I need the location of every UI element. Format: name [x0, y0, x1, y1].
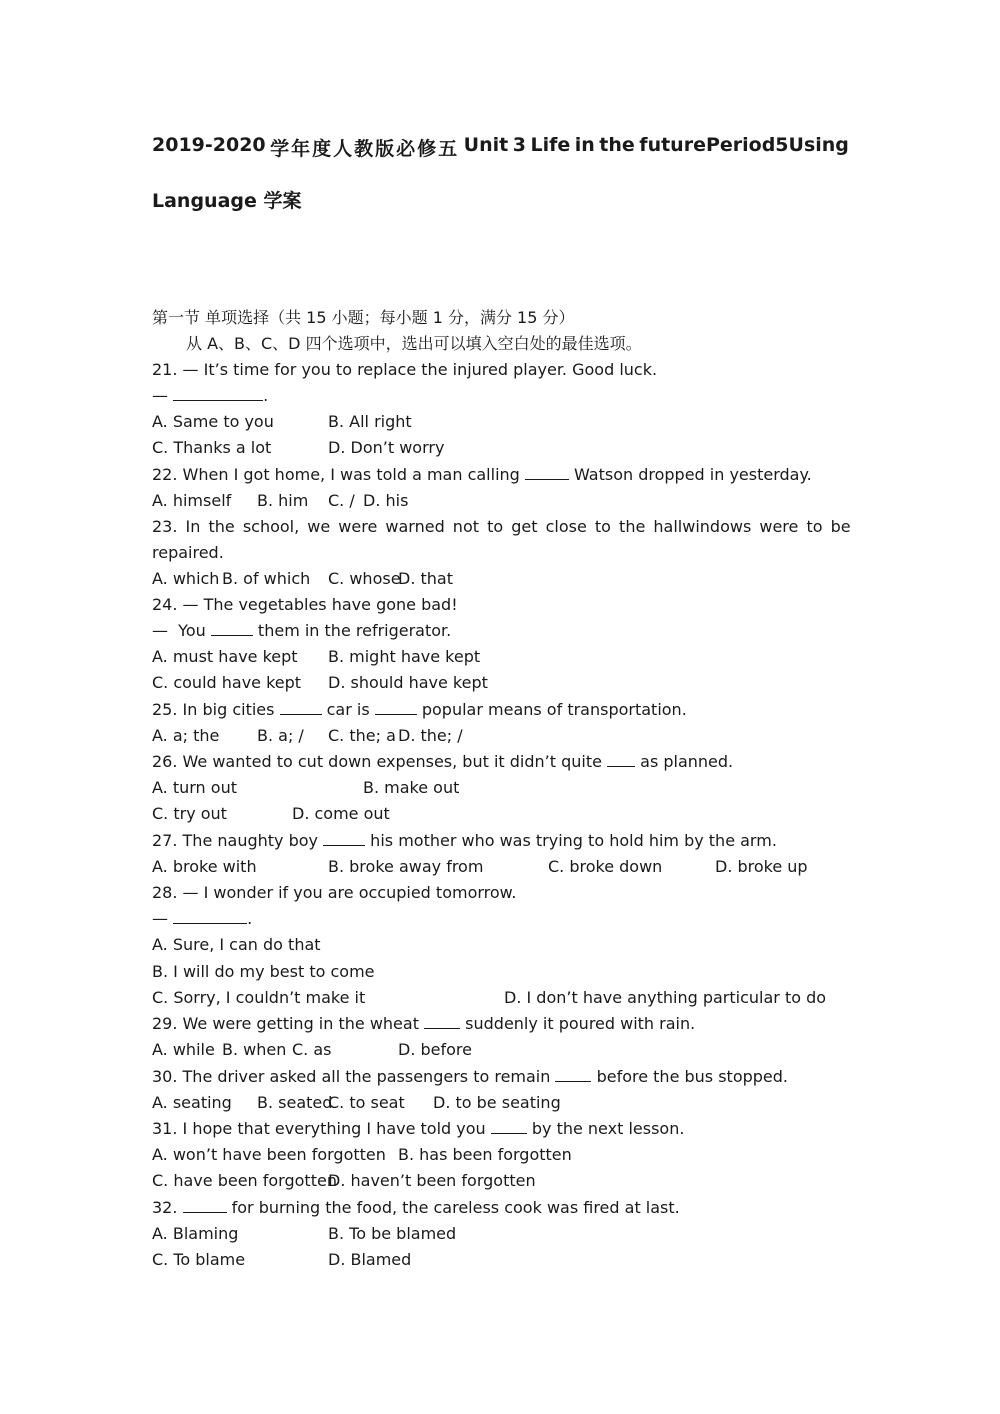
option-a: A. won’t have been forgotten: [152, 1145, 386, 1164]
title-word: Unit: [463, 134, 509, 156]
stem-text: for burning the food, the careless cook was fired at last.: [226, 1198, 680, 1217]
stem-text: popular means of transportation.: [416, 700, 687, 719]
stem-text: .: [263, 386, 269, 405]
option-c: C. as: [292, 1040, 332, 1059]
option-d: D. should have kept: [328, 673, 488, 692]
stem-text: .: [247, 909, 253, 928]
title-word: 3: [512, 134, 526, 156]
question-28-answer-line: [152, 908, 252, 930]
option-b: B. make out: [363, 778, 460, 797]
option-c: C. could have kept: [152, 673, 302, 692]
answer-blank: [555, 1067, 591, 1082]
option-b: B. broke away from: [328, 857, 484, 876]
option-d: D. to be seating: [433, 1093, 561, 1112]
question-21-stem: [152, 359, 657, 381]
option-c: C. the; a: [328, 726, 396, 745]
option-a: A. which: [152, 569, 220, 588]
stem-text: by the next lesson.: [526, 1119, 685, 1138]
answer-blank: [173, 909, 247, 924]
answer-blank: [173, 386, 263, 401]
stem-text: —: [152, 909, 174, 928]
option-a: A. seating: [152, 1093, 232, 1112]
answer-blank: [375, 700, 417, 715]
answer-blank: [183, 1198, 227, 1213]
answer-blank: [280, 700, 322, 715]
answer-blank: [525, 465, 569, 480]
option-d: D. come out: [292, 804, 390, 823]
option-b: B. seated: [257, 1093, 333, 1112]
option-c: C. broke down: [548, 857, 663, 876]
option-a: A. while: [152, 1040, 215, 1059]
option-c: C. to seat: [328, 1093, 405, 1112]
title-word: 2019-2020: [152, 134, 266, 156]
option-c: C. have been forgotten: [152, 1171, 337, 1190]
stem-text: them in the refrigerator.: [252, 621, 452, 640]
answer-blank: [323, 831, 365, 846]
stem-text: 24. — The vegetables have gone bad!: [152, 595, 458, 614]
stem-text: repaired.: [152, 543, 224, 562]
question-32-stem: [152, 1197, 680, 1219]
question-22-stem: [152, 464, 812, 486]
answer-blank: [607, 752, 635, 767]
stem-text: before the bus stopped.: [591, 1067, 789, 1086]
title-word: futurePeriod5Using: [639, 134, 849, 156]
question-24-stem: [152, 594, 458, 616]
option-c: C. Thanks a lot: [152, 438, 272, 457]
stem-text: suddenly it poured with rain.: [460, 1014, 696, 1033]
question-23-stem-cont: [152, 542, 224, 564]
question-24-answer-line: [152, 620, 451, 642]
option-b: B. has been forgotten: [398, 1145, 572, 1164]
title-word: Life: [530, 134, 571, 156]
option-d: D. haven’t been forgotten: [328, 1171, 536, 1190]
question-25-stem: [152, 699, 687, 721]
stem-text: 25. In big cities: [152, 700, 280, 719]
question-21-answer-line: [152, 385, 268, 407]
option-a: A. broke with: [152, 857, 257, 876]
stem-text: 31. I hope that everything I have told you: [152, 1119, 491, 1138]
stem-text: —: [152, 386, 174, 405]
title-word: in: [574, 134, 595, 156]
option-c: C. try out: [152, 804, 227, 823]
option-b: B. when: [222, 1040, 287, 1059]
stem-text: Watson dropped in yesterday.: [568, 465, 812, 484]
option-c: C. Sorry, I couldn’t make it: [152, 988, 366, 1007]
stem-text: 30. The driver asked all the passengers to remain: [152, 1067, 556, 1086]
document-title-line-2: Language 学案: [152, 190, 302, 212]
option-a: A. Blaming: [152, 1224, 239, 1243]
option-d: D. before: [398, 1040, 472, 1059]
stem-text: 23. In the school, we were warned not to get close to the hall: [152, 517, 683, 536]
stem-text: 27. The naughty boy: [152, 831, 324, 850]
section-heading: 第一节 单项选择（共 15 小题；每小题 1 分，满分 15 分）: [152, 308, 575, 327]
option-d: D. his: [363, 491, 409, 510]
option-c: C. /: [328, 491, 355, 510]
stem-text: 22. When I got home, I was told a man calling: [152, 465, 525, 484]
option-b: B. a; /: [257, 726, 304, 745]
option-c: C. whose: [328, 569, 401, 588]
question-23-stem: [152, 516, 849, 538]
option-d: D. Blamed: [328, 1250, 412, 1269]
stem-text: his mother who was trying to hold him by the arm.: [365, 831, 777, 850]
section-instruction: 从 A、B、C、D 四个选项中，选出可以填入空白处的最佳选项。: [186, 334, 642, 353]
option-b: B. I will do my best to come: [152, 962, 375, 981]
option-a: A. himself: [152, 491, 232, 510]
answer-blank: [211, 621, 253, 636]
stem-text: 29. We were getting in the wheat: [152, 1014, 425, 1033]
question-26-stem: [152, 751, 733, 773]
stem-text: 32.: [152, 1198, 183, 1217]
stem-text: car is: [321, 700, 375, 719]
question-31-stem: [152, 1118, 684, 1140]
stem-text: — You: [152, 621, 211, 640]
stem-text: as planned.: [635, 752, 734, 771]
stem-text: 26. We wanted to cut down expenses, but it didn’t quite: [152, 752, 608, 771]
option-c: C. To blame: [152, 1250, 246, 1269]
option-b: B. him: [257, 491, 309, 510]
option-b: B. All right: [328, 412, 412, 431]
option-d: D. broke up: [715, 857, 808, 876]
stem-text: 21. — It’s time for you to replace the injured player. Good luck.: [152, 360, 658, 379]
title-word: the: [599, 134, 635, 156]
option-a: A. turn out: [152, 778, 237, 797]
title-word: 学年度人教版必修五: [270, 138, 460, 160]
option-d: D. that: [398, 569, 453, 588]
option-d: D. I don’t have anything particular to do: [504, 988, 827, 1007]
option-d: D. Don’t worry: [328, 438, 445, 457]
stem-text: windows were to be: [682, 517, 851, 536]
answer-blank: [491, 1119, 527, 1134]
option-b: B. To be blamed: [328, 1224, 457, 1243]
answer-blank: [424, 1014, 460, 1029]
question-28-stem: [152, 882, 516, 904]
stem-text: 28. — I wonder if you are occupied tomorrow.: [152, 883, 517, 902]
option-a: A. Sure, I can do that: [152, 935, 321, 954]
option-a: A. a; the: [152, 726, 220, 745]
document-title-line-1: [152, 134, 849, 161]
option-d: D. the; /: [398, 726, 463, 745]
question-27-stem: [152, 830, 777, 852]
option-b: B. of which: [222, 569, 311, 588]
option-b: B. might have kept: [328, 647, 481, 666]
option-a: A. must have kept: [152, 647, 298, 666]
question-29-stem: [152, 1013, 695, 1035]
question-30-stem: [152, 1066, 788, 1088]
option-a: A. Same to you: [152, 412, 274, 431]
